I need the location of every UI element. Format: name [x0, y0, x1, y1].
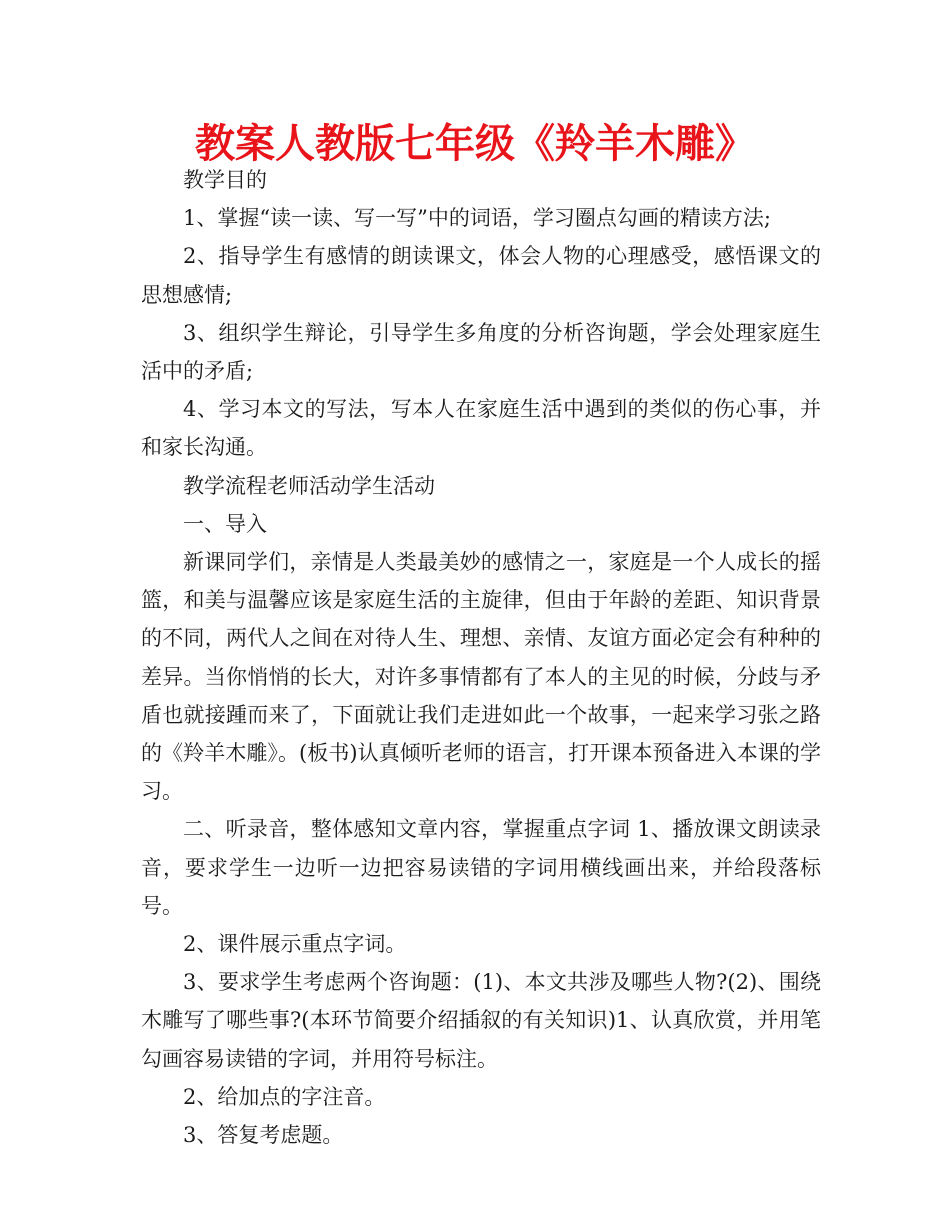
paragraph-heading-objectives: 教学目的 [183, 168, 267, 192]
document-body [141, 161, 821, 1154]
paragraph-objective-2: 2、指导学生有感情的朗读课文，体会人物的心理感受，感悟课文的思想感情; [141, 244, 821, 307]
paragraph-objective-3: 3、组织学生辩论，引导学生多角度的分析咨询题，学会处理家庭生活中的矛盾; [141, 320, 821, 384]
paragraph-objective-1: 1、掌握“读一读、写一写”中的词语，学习圈点勾画的精读方法; [183, 206, 771, 231]
paragraph-step-3: 3、要求学生考虑两个咨询题：(1)、本文共涉及哪些人物?(2)、围绕木雕写了哪些事?(本环节简要介绍插叙的有关知识)1、认真欣赏，并用笔勾画容易读错的字词，并用符号标注。 [141, 970, 821, 1071]
document-title: 教案人教版七年级《羚羊木雕》 [195, 120, 755, 167]
paragraph-student-2: 2、给加点的字注音。 [183, 1084, 386, 1109]
paragraph-step-2: 2、课件展示重点字词。 [183, 932, 407, 957]
paragraph-student-3: 3、答复考虑题。 [183, 1123, 344, 1148]
paragraph-section-intro: 一、导入 [183, 511, 267, 536]
paragraph-intro-text: 新课同学们，亲情是人类最美妙的感情之一，家庭是一个人成长的摇篮，和美与温馨应该是家庭生活的主旋律，但由于年龄的差距、知识背景的不同，两代人之间在对待人生、理想、亲情、友谊方面必定会有种种的差异。当你悄悄的长大，对许多事情都有了本人的主见的时候，分歧与矛盾也就接踵而来了，下面就让我们走进如此一个故事，一起来学习张之路的《羚羊木雕》。(板书)认真倾听老师的语言，打开课本预备进入本课的学习。 [141, 550, 821, 804]
paragraph-heading-process: 教学流程老师活动学生活动 [183, 473, 435, 498]
paragraph-section-listening: 二、听录音，整体感知文章内容，掌握重点字词 1、播放课文朗读录音，要求学生一边听一边把容易读错的字词用横线画出来，并给段落标号。 [141, 817, 821, 918]
paragraph-objective-4: 4、学习本文的写法，写本人在家庭生活中遇到的类似的伤心事，并和家长沟通。 [141, 397, 821, 460]
